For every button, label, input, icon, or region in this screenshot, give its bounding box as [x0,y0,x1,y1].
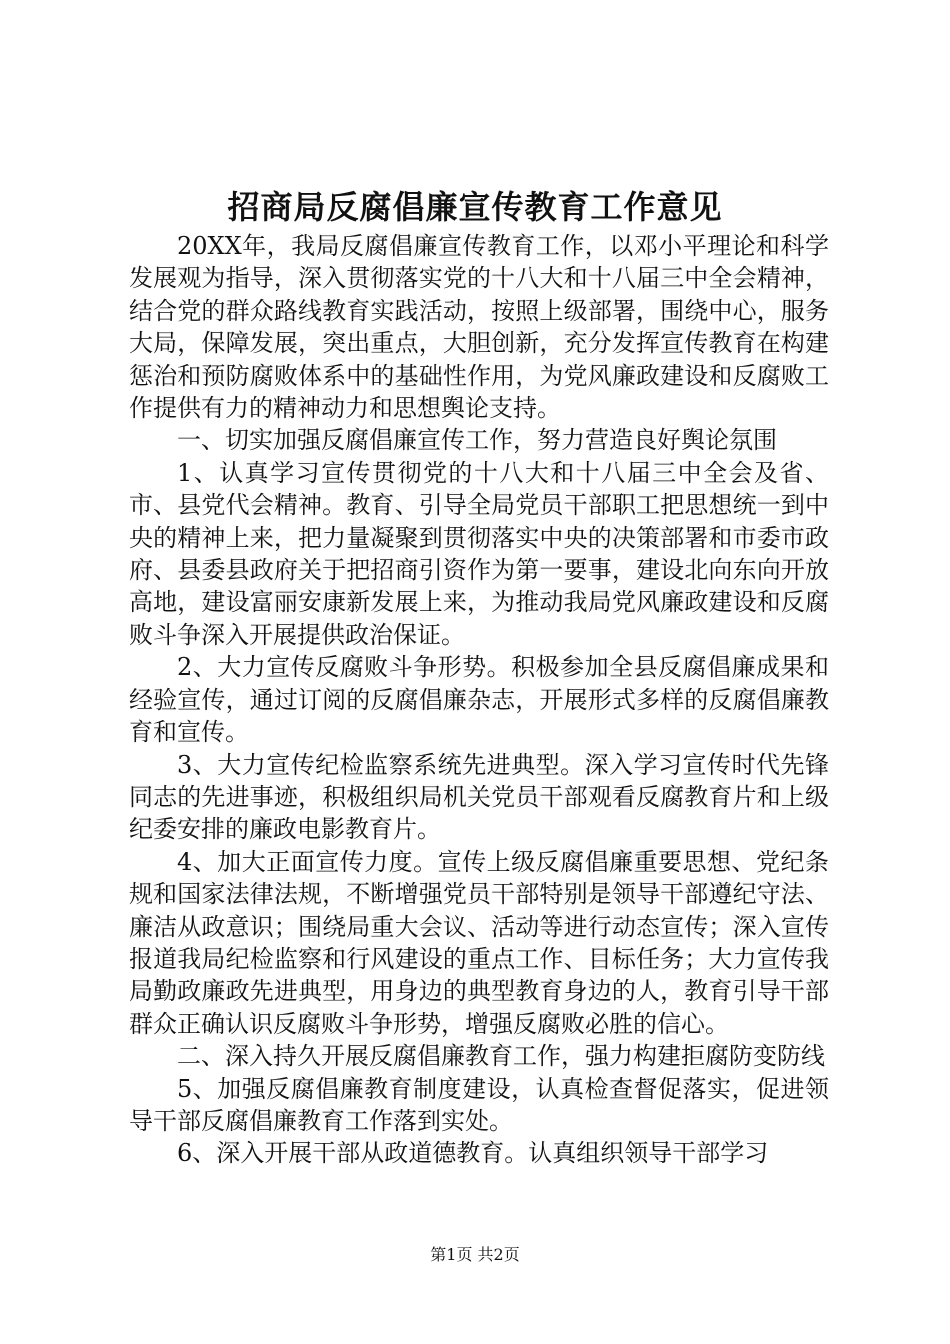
section-heading-2: 二、深入持久开展反腐倡廉教育工作，强力构建拒腐防变防线 [177,1042,825,1071]
item-paragraph-5: 5、加强反腐倡廉教育制度建设，认真检查督促落实，促进领导干部反腐倡廉教育工作落到实处。 [129,1074,829,1135]
section-heading-1: 一、切实加强反腐倡廉宣传工作，努力营造良好舆论氛围 [177,426,777,455]
document-title: 招商局反腐倡廉宣传教育工作意见 [227,188,723,226]
page-footer: 第1页 共2页 [430,1245,520,1264]
intro-paragraph: 20XX年，我局反腐倡廉宣传教育工作，以邓小平理论和科学发展观为指导，深入贯彻落实党的十八大和十八届三中全会精神，结合党的群众路线教育实践活动，按照上级部署，围绕中心，服务大局，保障发展，突出重点，大胆创新，充分发挥宣传教育在构建惩治和预防腐败体系中的基础性作用，为党风廉政建设和反腐败工作提供有力的精神动力和思想舆论支持。 [129,232,829,423]
item-paragraph-3: 3、大力宣传纪检监察系统先进典型。深入学习宣传时代先锋同志的先进事迹，积极组织局机关党员干部观看反腐教育片和上级纪委安排的廉政电影教育片。 [129,750,829,844]
document-body [129,230,829,1170]
item-paragraph-1: 1、认真学习宣传贯彻党的十八大和十八届三中全会及省、市、县党代会精神。教育、引导全局党员干部职工把思想统一到中央的精神上来，把力量凝聚到贯彻落实中央的决策部署和市委市政府、县委县政府关于把招商引资作为第一要事，建设北向东向开放高地，建设富丽安康新发展上来，为推动我局党风廉政建设和反腐败斗争深入开展提供政治保证。 [129,458,829,649]
item-paragraph-6: 6、深入开展干部从政道德教育。认真组织领导干部学习 [177,1139,769,1168]
item-paragraph-4: 4、加大正面宣传力度。宣传上级反腐倡廉重要思想、党纪条规和国家法律法规，不断增强党员干部特别是领导干部遵纪守法、廉洁从政意识；围绕局重大会议、活动等进行动态宣传；深入宣传报道我局纪检监察和行风建设的重点工作、目标任务；大力宣传我局勤政廉政先进典型，用身边的典型教育身边的人，教育引导干部群众正确认识反腐败斗争形势，增强反腐败必胜的信心。 [129,847,829,1038]
item-paragraph-2: 2、大力宣传反腐败斗争形势。积极参加全县反腐倡廉成果和经验宣传，通过订阅的反腐倡廉杂志，开展形式多样的反腐倡廉教育和宣传。 [129,653,829,747]
